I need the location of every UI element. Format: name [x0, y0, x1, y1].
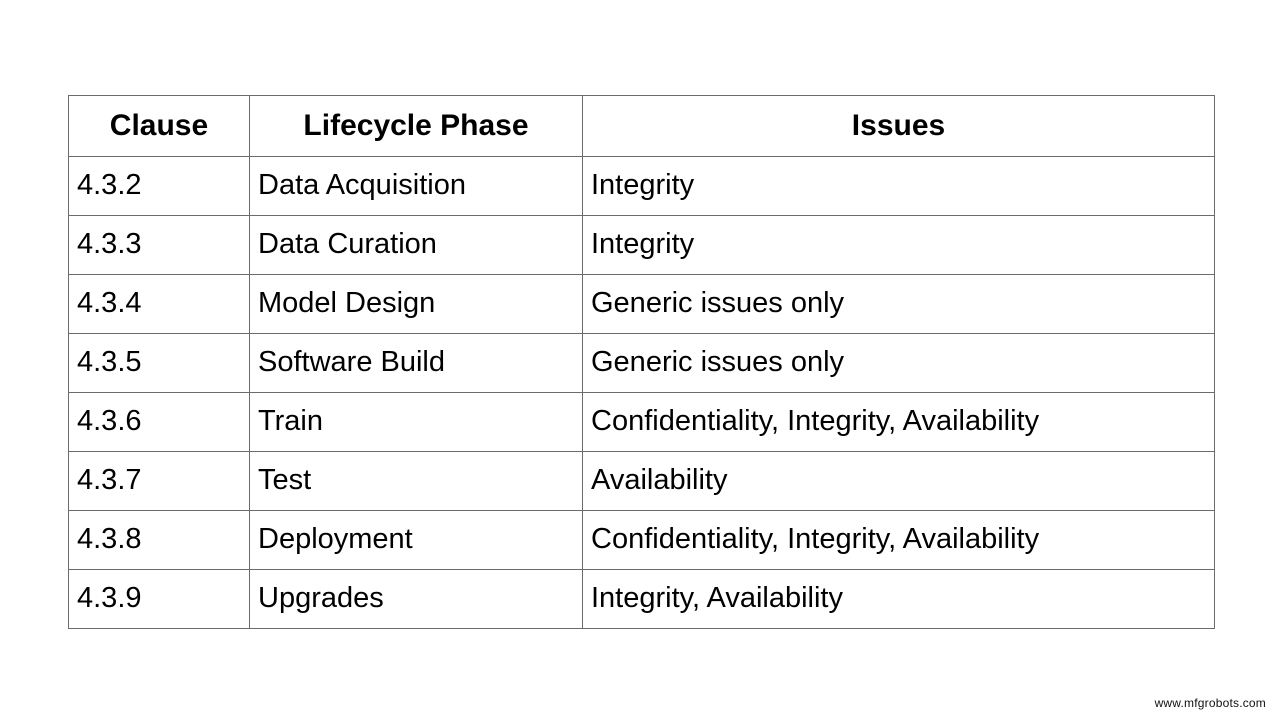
- cell-clause: 4.3.6: [69, 393, 250, 452]
- cell-issues: Confidentiality, Integrity, Availability: [583, 393, 1215, 452]
- cell-clause: 4.3.5: [69, 334, 250, 393]
- column-header-clause: Clause: [69, 96, 250, 157]
- lifecycle-issues-table-container: [68, 95, 1214, 629]
- cell-lifecycle-phase: Test: [250, 452, 583, 511]
- cell-clause: 4.3.3: [69, 216, 250, 275]
- table-row: [69, 452, 1215, 511]
- cell-lifecycle-phase: Model Design: [250, 275, 583, 334]
- table-row: [69, 216, 1215, 275]
- cell-lifecycle-phase: Deployment: [250, 511, 583, 570]
- table-row: [69, 334, 1215, 393]
- table-row: [69, 511, 1215, 570]
- cell-issues: Availability: [583, 452, 1215, 511]
- table-row: [69, 393, 1215, 452]
- cell-lifecycle-phase: Upgrades: [250, 570, 583, 629]
- cell-issues: Generic issues only: [583, 275, 1215, 334]
- watermark-text: www.mfgrobots.com: [1154, 696, 1266, 710]
- cell-issues: Integrity, Availability: [583, 570, 1215, 629]
- cell-issues: Generic issues only: [583, 334, 1215, 393]
- cell-clause: 4.3.9: [69, 570, 250, 629]
- cell-lifecycle-phase: Data Curation: [250, 216, 583, 275]
- lifecycle-issues-table: [68, 95, 1215, 629]
- table-header-row: [69, 96, 1215, 157]
- column-header-issues: Issues: [583, 96, 1215, 157]
- cell-clause: 4.3.8: [69, 511, 250, 570]
- cell-issues: Confidentiality, Integrity, Availability: [583, 511, 1215, 570]
- table-row: [69, 570, 1215, 629]
- cell-clause: 4.3.2: [69, 157, 250, 216]
- column-header-lifecycle-phase: Lifecycle Phase: [250, 96, 583, 157]
- cell-clause: 4.3.7: [69, 452, 250, 511]
- cell-lifecycle-phase: Data Acquisition: [250, 157, 583, 216]
- cell-lifecycle-phase: Train: [250, 393, 583, 452]
- table-row: [69, 157, 1215, 216]
- cell-issues: Integrity: [583, 157, 1215, 216]
- cell-lifecycle-phase: Software Build: [250, 334, 583, 393]
- table-body: [69, 157, 1215, 629]
- table-row: [69, 275, 1215, 334]
- cell-issues: Integrity: [583, 216, 1215, 275]
- cell-clause: 4.3.4: [69, 275, 250, 334]
- table-header: [69, 96, 1215, 157]
